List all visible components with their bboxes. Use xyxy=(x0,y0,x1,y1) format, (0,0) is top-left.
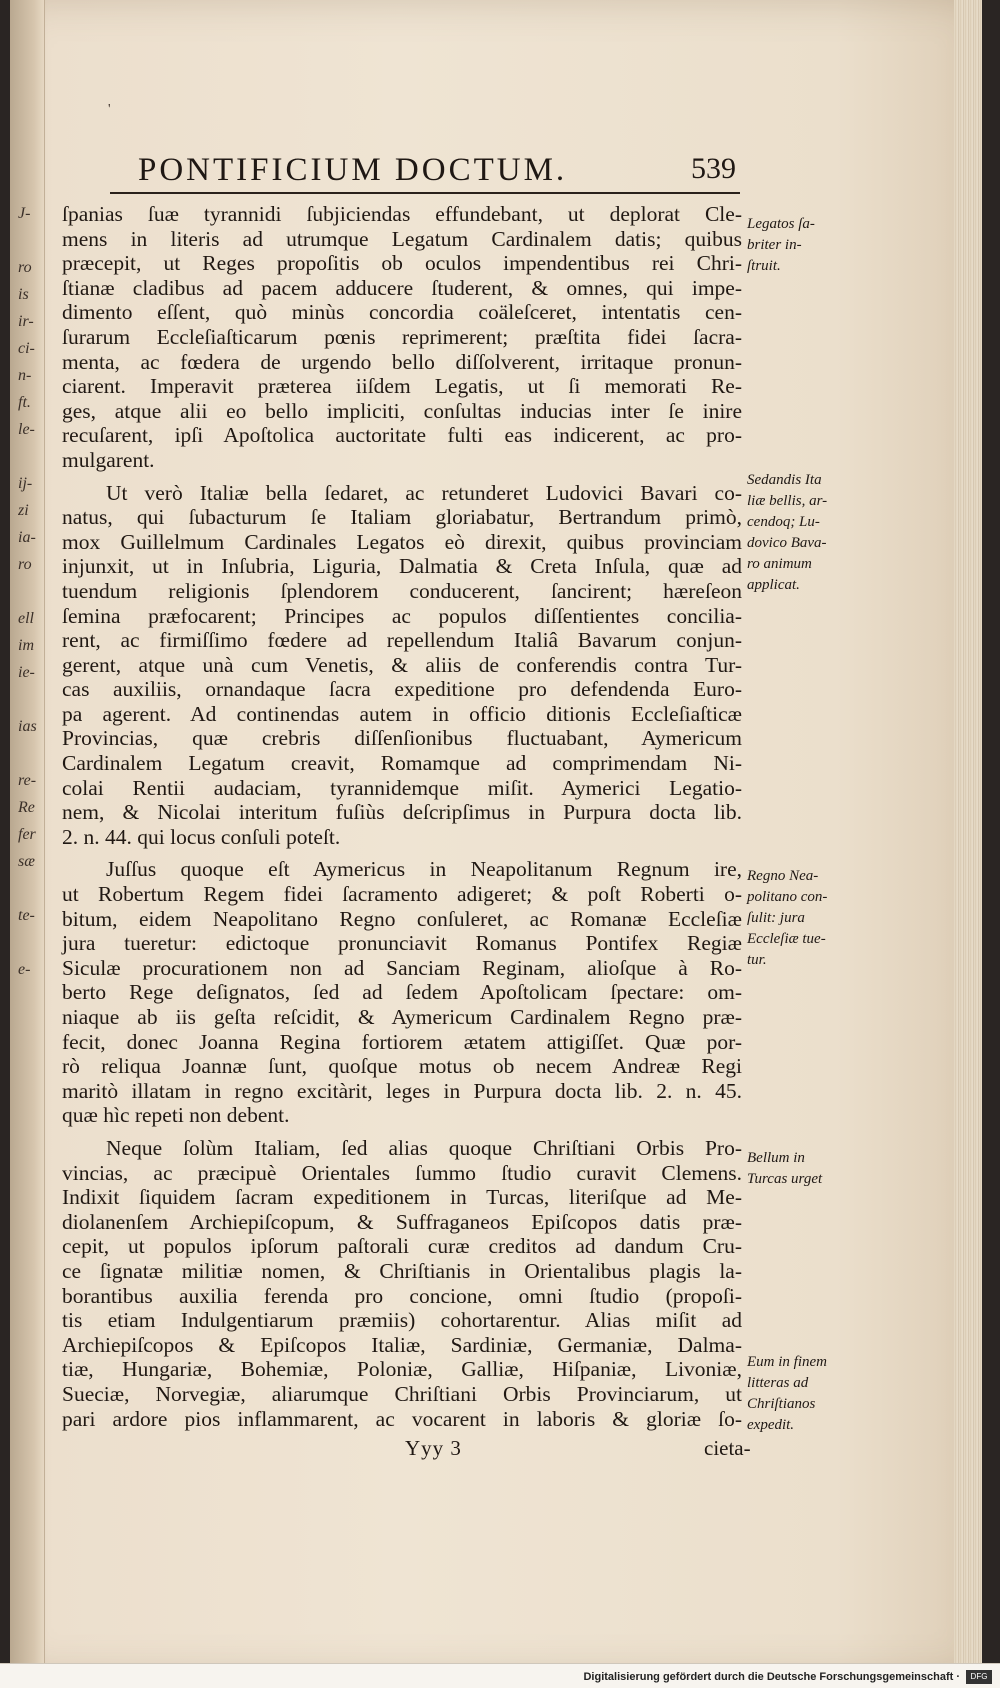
sidenote-line: Turcas urget xyxy=(747,1171,823,1187)
text-line: Sueciæ, Norvegiæ, aliarumque Chriſtiani Orbis Provinciarum, ut xyxy=(62,1381,742,1406)
text-line: ges, atque alii eo bello impliciti, conſultas inducias inter ſe inire xyxy=(62,398,742,423)
paragraph-gap xyxy=(62,473,742,481)
sidenote-line: Sedandis Ita xyxy=(747,472,822,488)
text-line: Archiepiſcopos & Epiſcopos Italiæ, Sardiniæ, Germaniæ, Dalma- xyxy=(62,1332,742,1357)
text-line: vincias, ac præcipuè Orientales ſummo ſtudio curavit Clemens. xyxy=(62,1160,742,1185)
margin-fragment: ell xyxy=(18,610,34,627)
body-text xyxy=(62,202,742,1431)
text-line: natus, qui ſubacturum ſe Italiam gloriabatur, Bertrandum primò, xyxy=(62,505,742,530)
text-line: diolanenſem Archiepiſcopum, & Suffraganeos Epiſcopos datis præ- xyxy=(62,1209,742,1234)
signature-mark: Yyy 3 xyxy=(405,1436,462,1460)
sidenote-sedandis xyxy=(747,470,857,596)
left-page-gutter xyxy=(10,0,45,1676)
text-line: rent, ac firmiſſimo fœdere ad repellendum Italiâ Bavarum conjun- xyxy=(62,628,742,653)
sidenote-line: liæ bellis, ar- xyxy=(747,493,828,509)
margin-fragment: le- xyxy=(18,421,35,438)
text-line: berto Rege deſignatos, ſed ad ſedem Apoſtolicam ſpectare: om- xyxy=(62,980,742,1005)
sidenote-line: cendoq; Lu- xyxy=(747,514,820,530)
text-line: dimento eſſent, quò minùs concordia coäleſceret, intentatis cen- xyxy=(62,300,742,325)
sidenote-line: dovico Bava- xyxy=(747,535,827,551)
sidenote-line: Regno Nea- xyxy=(747,868,819,884)
text-line: bitum, eidem Neapolitano Regno conſuleret, ac Romanæ Eccleſiæ xyxy=(62,906,742,931)
margin-fragment xyxy=(18,443,44,470)
text-line: Juſſus quoque eſt Aymericus in Neapolitanum Regnum ire, xyxy=(106,857,742,882)
margin-fragment: is xyxy=(18,286,29,303)
text-line: pa agerent. Ad continendas autem in officio ditionis Eccleſiaſticæ xyxy=(62,701,742,726)
margin-fragment xyxy=(18,929,44,956)
text-line: fecit, donec Joanna Regina fortiorem ætatem attigiſſet. Quæ por- xyxy=(62,1029,742,1054)
margin-fragment: ro xyxy=(18,556,32,573)
text-line: rò reliqua Joannæ ſunt, quoſque motus ob necem Andreæ Regi xyxy=(62,1054,742,1079)
text-line: pari ardore pios inflammarent, ac vocarent in laboris & gloriæ ſo- xyxy=(62,1406,742,1431)
text-line: menta, ac fœdera de urgendo bello diſſolverent, irritaque pronun- xyxy=(62,349,742,374)
sidenote-line: Legatos ſa- xyxy=(747,216,815,232)
margin-fragment: ie- xyxy=(18,664,35,681)
margin-fragment: n- xyxy=(18,367,32,384)
text-line: Provincias, quæ crebris diſſenſionibus fluctuabant, Aymericum xyxy=(62,726,742,751)
page-number: 539 xyxy=(691,152,736,185)
dfg-logo: DFG xyxy=(966,1670,992,1684)
text-line: injunxit, ut in Inſubria, Liguria, Dalmatia & Creta Inſula, quæ ad xyxy=(62,554,742,579)
text-line: ut Robertum Regem fidei ſacramento adigeret; & poſt Roberti o- xyxy=(62,882,742,907)
text-line: mox Guillelmum Cardinales Legatos eò direxit, quibus provinciam xyxy=(62,529,742,554)
text-line: quæ hìc repeti non debent. xyxy=(62,1103,290,1128)
sidenote-eum xyxy=(747,1352,857,1436)
text-line: cepit, ut populos ipſorum paſtorali curæ creditos ad dandum Cru- xyxy=(62,1234,742,1259)
sidenote-line: expedit. xyxy=(747,1417,795,1433)
margin-fragment xyxy=(18,875,44,902)
running-header xyxy=(110,152,740,194)
text-line: tuendum religionis ſplendorem conducerent, ſancirent; hæreſeon xyxy=(62,578,742,603)
margin-fragment xyxy=(18,578,44,605)
text-line: Indixit ſiquidem ſacram expeditionem in Turcas, literiſque ad Me- xyxy=(62,1185,742,1210)
book-page xyxy=(10,0,982,1676)
text-line: ſurarum Eccleſiaſticarum pœnis reprimerent; præſtita fidei ſacra- xyxy=(62,324,742,349)
margin-fragment: zi xyxy=(18,502,29,519)
text-line: mulgarent. xyxy=(62,447,155,472)
text-line: cas auxiliis, ornandaque ſacra expeditione pro defendenda Euro- xyxy=(62,677,742,702)
text-line: præcepit, ut Reges propoſitis ob oculos impendentibus rei Chri- xyxy=(62,251,742,276)
sidenote-line: Eum in finem xyxy=(747,1354,827,1370)
margin-fragment: ft. xyxy=(18,394,31,411)
paragraph-gap xyxy=(62,1128,742,1136)
margin-fragment: ro xyxy=(18,259,32,276)
margin-fragment: ci- xyxy=(18,340,35,357)
sidenote-regno xyxy=(747,866,857,971)
credit-bar xyxy=(0,1663,1000,1688)
margin-fragment: J- xyxy=(18,205,31,222)
paragraph-gap xyxy=(62,849,742,857)
sidenote-line: applicat. xyxy=(747,577,800,593)
sidenote-line: Bellum in xyxy=(747,1150,805,1166)
text-line: Ut verò Italiæ bella ſedaret, ac retunderet Ludovici Bavari co- xyxy=(106,480,742,505)
margin-fragment xyxy=(18,983,44,1010)
top-mark: ' xyxy=(108,102,111,117)
sidenote-legatos xyxy=(747,214,857,277)
text-line: jura tueretur: edictoque pronunciavit Romanus Pontifex Regiæ xyxy=(62,931,742,956)
text-line: niaque ab iis geſta reſcidit, & Aymericum Cardinalem Regno præ- xyxy=(62,1005,742,1029)
margin-fragment: Re xyxy=(18,799,35,816)
margin-fragment: im xyxy=(18,637,34,654)
sidenote-line: Eccleſiæ tue- xyxy=(747,931,826,947)
text-line: mens in literis ad utrumque Legatum Cardinalem datis; quibus xyxy=(62,226,742,251)
margin-fragment xyxy=(18,227,44,254)
text-line: borantibus auxilia ferenda pro concione, omni ſtudio (propoſi- xyxy=(62,1283,742,1308)
text-line: ſemina præfocarent; Principes ac populos diſſentientes concilia- xyxy=(62,603,742,628)
margin-fragment: ias xyxy=(18,718,37,735)
text-line: Cardinalem Legatum creavit, Romamque ad comprimendam Ni- xyxy=(62,751,742,776)
text-line: 2. n. 44. qui locus conſuli poteſt. xyxy=(62,824,341,849)
text-line: recuſarent, ipſi Apoſtolica auctoritate fulti eas indicerent, ac pro- xyxy=(62,423,742,448)
margin-fragment: re- xyxy=(18,772,37,789)
left-margin-fragments xyxy=(18,200,44,1010)
margin-fragment xyxy=(18,740,44,767)
sidenote-line: ro animum xyxy=(747,556,812,572)
text-line: colai Rentii audaciam, tyrannidemque miſit. Aymerici Legatio- xyxy=(62,775,742,800)
sidenote-line: ſtruit. xyxy=(747,258,781,274)
page-title: PONTIFICIUM DOCTUM. xyxy=(138,152,568,188)
sidenote-line: tur. xyxy=(747,952,767,968)
text-line: Siculæ procurationem non ad Sanciam Reginam, alioſque à Ro- xyxy=(62,955,742,980)
text-line: tiæ, Hungariæ, Bohemiæ, Poloniæ, Galliæ, Hiſpaniæ, Livoniæ, xyxy=(62,1357,742,1382)
sidenote-bellum xyxy=(747,1148,857,1190)
catchword: cieta- xyxy=(704,1436,751,1460)
sidenote-line: briter in- xyxy=(747,237,802,253)
sidenote-line: ſulit: jura xyxy=(747,910,805,926)
text-line: ciarent. Imperavit præterea iiſdem Legatis, ut ſi memorati Re- xyxy=(62,374,742,399)
margin-fragment: fer xyxy=(18,826,36,843)
margin-fragment: sæ xyxy=(18,853,35,870)
margin-fragment: e- xyxy=(18,961,31,978)
margin-fragment: ij- xyxy=(18,475,33,492)
text-line: nem, & Nicolai interitum fuſiùs deſcripſimus in Purpura docta lib. xyxy=(62,800,742,825)
sidenote-line: politano con- xyxy=(747,889,828,905)
text-line: Neque ſolùm Italiam, ſed alias quoque Chriſtiani Orbis Pro- xyxy=(106,1135,742,1160)
margin-fragment: te- xyxy=(18,907,35,924)
sidenote-line: litteras ad xyxy=(747,1375,809,1391)
text-line: ce ſignatæ militiæ nomen, & Chriſtianis in Orientalibus plagis la- xyxy=(62,1258,742,1283)
sidenote-line: Chriſtianos xyxy=(747,1396,816,1412)
text-line: tis etiam Indulgentiarum præmiis) cohortarentur. Alias miſit ad xyxy=(62,1308,742,1333)
margin-fragment: ia- xyxy=(18,529,36,546)
credit-text: Digitalisierung gefördert durch die Deutsche Forschungsgemeinschaft · xyxy=(583,1671,960,1683)
margin-fragment xyxy=(18,686,44,713)
text-line: maritò illatam in regno excitàrit, leges in Purpura docta lib. 2. n. 45. xyxy=(62,1078,742,1103)
text-line: ſpanias ſuæ tyrannidi ſubjiciendas effundebant, ut deplorat Cle- xyxy=(62,202,742,226)
text-line: ſtianæ cladibus ad pacem adducere ſtuderent, & omnes, qui impe- xyxy=(62,275,742,300)
margin-fragment: ir- xyxy=(18,313,34,330)
page-edge xyxy=(954,0,982,1676)
text-line: gerent, atque unà cum Venetis, & aliis de conferendis contra Tur- xyxy=(62,652,742,677)
